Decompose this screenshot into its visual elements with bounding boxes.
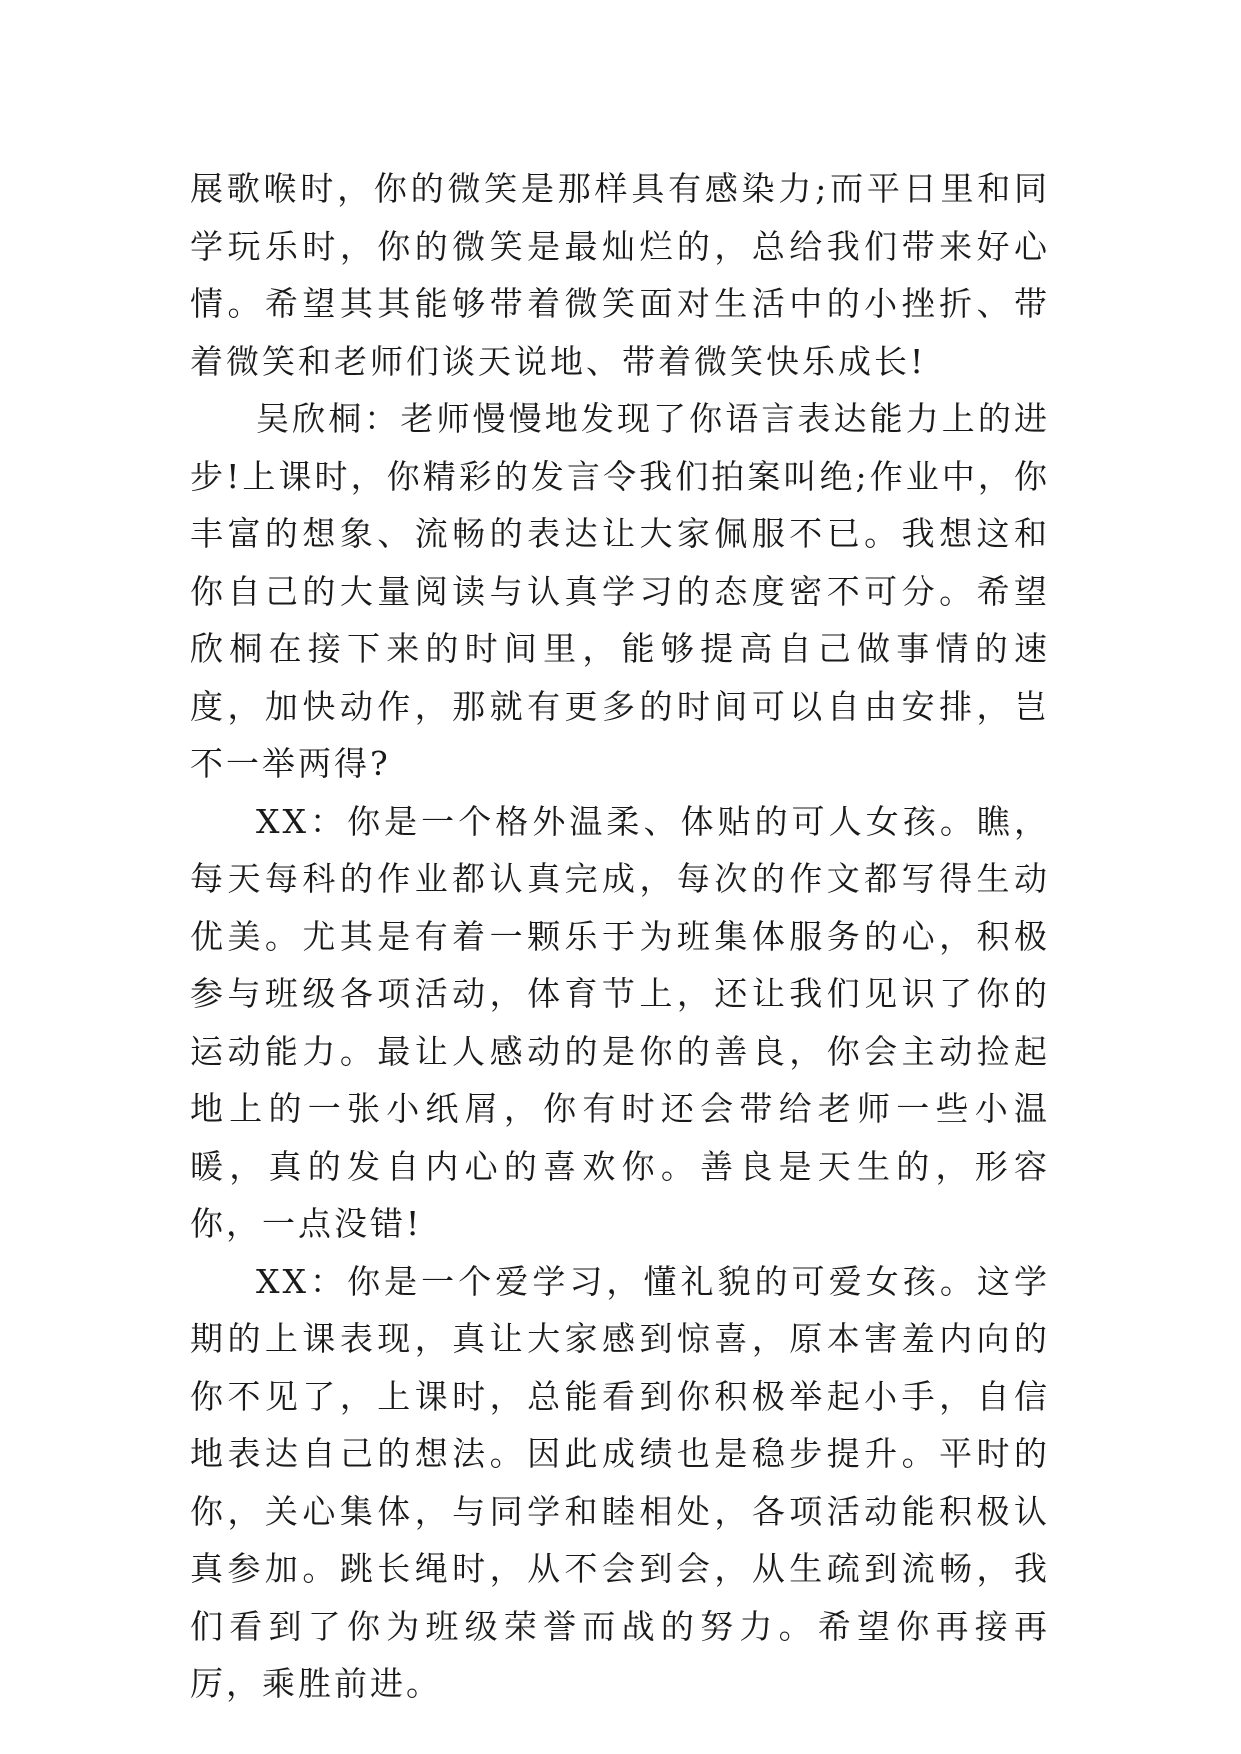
paragraph-continuation: 展歌喉时，你的微笑是那样具有感染力;而平日里和同学玩乐时，你的微笑是最灿烂的，总给我们带来好心情。希望其其能够带着微笑面对生活中的小挫折、带着微笑和老师们谈天说地、带着微笑快乐成长!: [190, 169, 1050, 381]
paragraph-comment-xx-studious-girl: XX：你是一个爱学习，懂礼貌的可爱女孩。这学期的上课表现，真让大家感到惊喜，原本害羞内向的你不见了，上课时，总能看到你积极举起小手，自信地表达自己的想法。因此成绩也是稳步提升。平时的你，关心集体，与同学和睦相处，各项活动能积极认真参加。跳长绳时，从不会到会，从生疏到流畅，我们看到了你为班级荣誉而战的努力。希望你再接再厉，乘胜前进。: [190, 1261, 1050, 1703]
paragraph-comment-xx-gentle-girl: XX：你是一个格外温柔、体贴的可人女孩。瞧，每天每科的作业都认真完成，每次的作文都写得生动优美。尤其是有着一颗乐于为班集体服务的心，积极参与班级各项活动，体育节上，还让我们见识了你的运动能力。最让人感动的是你的善良，你会主动捡起地上的一张小纸屑，你有时还会带给老师一些小温暖，真的发自内心的喜欢你。善良是天生的，形容你，一点没错!: [190, 801, 1050, 1243]
document-body: [190, 160, 1050, 1713]
paragraph-comment-wu-xintong: 吴欣桐：老师慢慢地发现了你语言表达能力上的进步!上课时，你精彩的发言令我们拍案叫绝;作业中，你丰富的想象、流畅的表达让大家佩服不已。我想这和你自己的大量阅读与认真学习的态度密不可分。希望欣桐在接下来的时间里，能够提高自己做事情的速度，加快动作，那就有更多的时间可以自由安排，岂不一举两得?: [190, 399, 1050, 783]
